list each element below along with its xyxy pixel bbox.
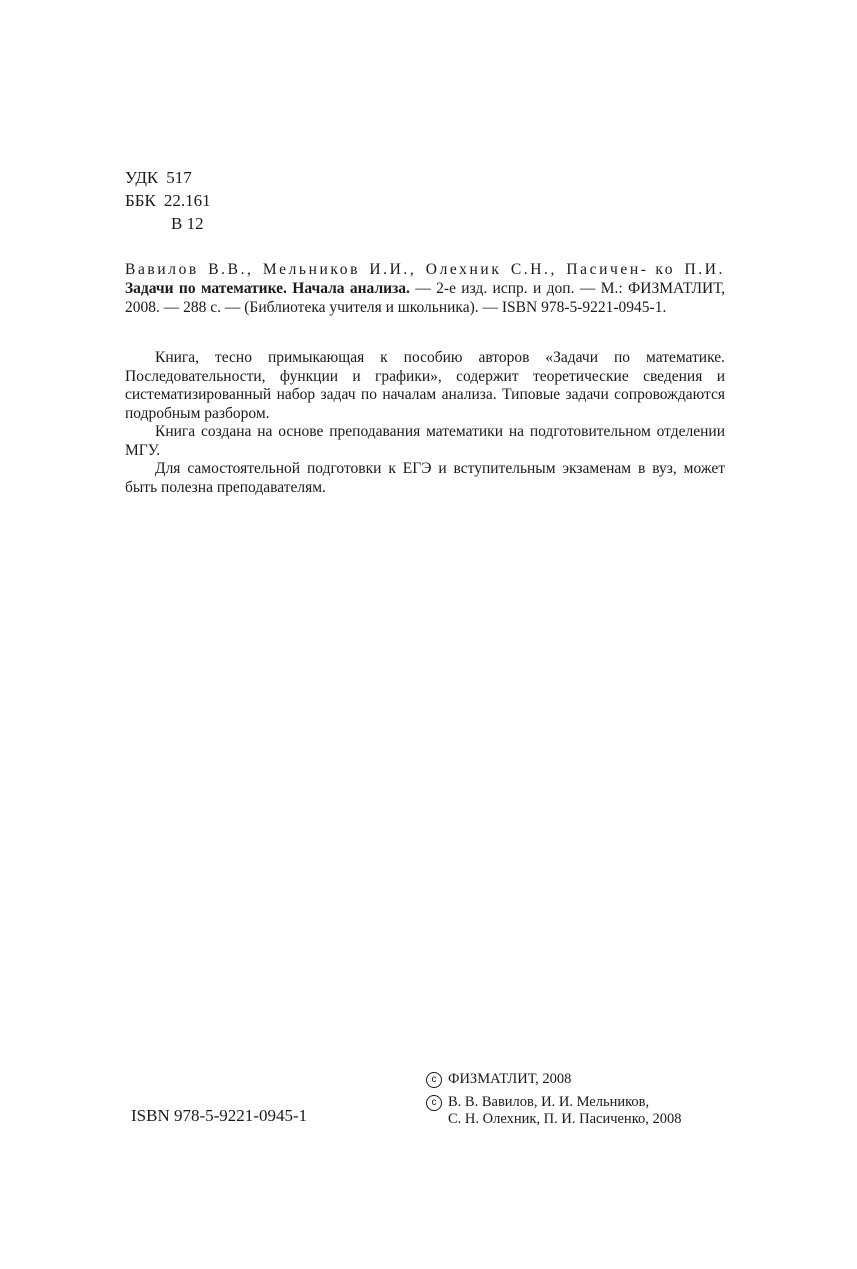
copyright-authors-entry (426, 1094, 682, 1128)
udk-value: 517 (166, 168, 192, 187)
classification-block (125, 166, 211, 235)
isbn-footer: ISBN 978-5-9221-0945-1 (131, 1106, 308, 1125)
annotation-paragraph: Книга, тесно примыкающая к пособию авторов «Задачи по математике. Последовательности, функции и графики», содержит теоретические сведения и систематизированный набор задач по началам анализа. Типовые задачи сопровождаются подробным разбором. (125, 349, 725, 422)
authors-line: Вавилов В.В., Мельников И.И., Олехник С.Н., Пасичен- (125, 261, 649, 278)
edition-info: — 2-е изд. испр. и доп. — (415, 280, 596, 297)
annotation-paragraph: Для самостоятельной подготовки к ЕГЭ и вступительным экзаменам в вуз, может быть полезна преподавателям. (125, 460, 725, 496)
copyright-publisher-entry (426, 1071, 682, 1088)
udk-label: УДК (125, 168, 159, 187)
annotation-paragraph: Книга создана на основе преподавания математики на подготовительном отделении МГУ. (125, 423, 725, 459)
copyright-publisher: ФИЗМАТЛИТ, 2008 (448, 1071, 572, 1087)
author-code: В 12 (171, 214, 204, 233)
bbk-value: 22.161 (163, 191, 211, 210)
bibliographic-entry (125, 260, 725, 317)
copyright-authors-line1: В. В. Вавилов, И. И. Мельников, (448, 1094, 650, 1110)
copyright-block (426, 1071, 682, 1128)
bbk-label: ББК (125, 191, 156, 210)
isbn-entry: ISBN 978-5-9221-0945-1. (501, 299, 667, 316)
copyright-icon: c (426, 1072, 442, 1088)
publisher-info: М.: ФИЗМАТЛИТ, 2008. — 288 с. — (Библиотека учителя и школьника). — (125, 280, 726, 316)
bbk-line (125, 189, 211, 212)
copyright-icon: c (426, 1095, 442, 1111)
udk-line (125, 166, 211, 189)
authors-tail: ко П.И. (655, 261, 725, 278)
bibliographic-record (125, 260, 725, 317)
copyright-authors-line2: С. Н. Олехник, П. И. Пасиченко, 2008 (448, 1111, 682, 1127)
book-title: Задачи по математике. Начала анализа. (125, 280, 410, 297)
annotation-block (125, 349, 725, 497)
